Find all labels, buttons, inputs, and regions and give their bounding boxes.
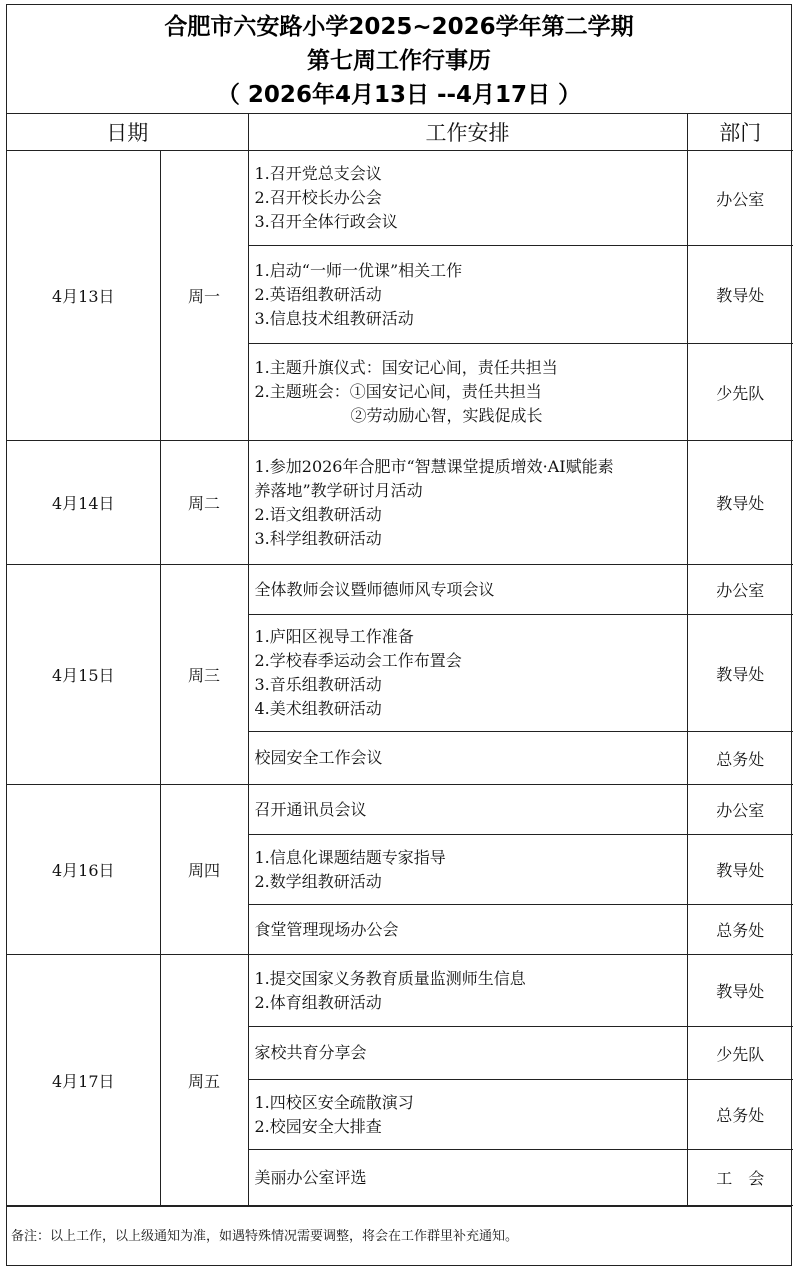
- work-item-line: 1.庐阳区视导工作准备: [254, 627, 414, 646]
- department-cell: 少先队: [687, 1027, 793, 1080]
- work-item-line: 2.校园安全大排查: [254, 1116, 382, 1136]
- day-weekday: 周五: [160, 955, 248, 1206]
- work-item-line: 家校共育分享会: [254, 1043, 367, 1062]
- day-date: 4月17日: [7, 955, 160, 1206]
- work-item-line: 全体教师会议暨师德师风专项会议: [254, 579, 495, 599]
- department-cell: 少先队: [687, 344, 793, 441]
- work-item-line: 1.启动“一师一优课”相关工作: [254, 260, 463, 280]
- day-date: 4月13日: [7, 151, 160, 441]
- day-weekday: 周四: [160, 785, 248, 955]
- work-item-line: 2.召开校长办公会: [254, 188, 382, 207]
- department-cell: 教导处: [687, 955, 793, 1027]
- department-cell: 教导处: [687, 441, 793, 565]
- day-date: 4月14日: [7, 441, 160, 565]
- work-item-line: 3.音乐组教研活动: [254, 675, 382, 694]
- work-item-line: 2.语文组教研活动: [254, 504, 382, 524]
- work-item-line: 2.主题班会：①国安记心间，责任共担当: [254, 382, 542, 401]
- day-date: 4月16日: [7, 785, 160, 955]
- day-weekday: 周一: [160, 151, 248, 441]
- schedule-row: [7, 785, 793, 835]
- work-item-line: 召开通讯员会议: [254, 799, 367, 819]
- day-weekday: 周二: [160, 441, 248, 565]
- work-item-line: 校园安全工作会议: [254, 748, 383, 767]
- work-item-cell: [248, 565, 687, 615]
- work-item-line: 1.信息化课题结题专家指导: [254, 847, 446, 867]
- title-week: 第七周工作行事历: [307, 48, 491, 74]
- title-school-term: 合肥市六安路小学2025~2026学年第二学期: [164, 14, 634, 40]
- work-item-line: 3.科学组教研活动: [254, 528, 382, 548]
- department-cell: 总务处: [687, 732, 793, 785]
- work-item-line: 3.信息技术组教研活动: [254, 308, 414, 328]
- department-cell: 总务处: [687, 1080, 793, 1150]
- department-cell: 办公室: [687, 151, 793, 246]
- schedule-row: [7, 565, 793, 615]
- footer-note: 备注：以上工作，以上级通知为准，如遇特殊情况需要调整，将会在工作群里补充通知。: [7, 1206, 791, 1265]
- work-item-line: 2.数学组教研活动: [254, 871, 382, 891]
- department-cell: 教导处: [687, 835, 793, 905]
- work-item-cell: [248, 344, 687, 441]
- work-item-cell: [248, 732, 687, 785]
- work-item-cell: [248, 1080, 687, 1150]
- department-cell: 工 会: [687, 1150, 793, 1206]
- department-cell: 总务处: [687, 905, 793, 955]
- work-item-line: 食堂管理现场办公会: [254, 919, 399, 939]
- work-item-line: 2.英语组教研活动: [254, 284, 382, 304]
- work-item-line: ②劳动励心智，实践促成长: [254, 406, 543, 425]
- day-date: 4月15日: [7, 565, 160, 785]
- work-item-cell: [248, 246, 687, 344]
- header-date: 日期: [7, 113, 248, 151]
- work-item-cell: [248, 1027, 687, 1080]
- schedule-row: [7, 955, 793, 1027]
- title-date-range: （ 2026年4月13日 --4月17日 ）: [216, 82, 582, 108]
- work-item-cell: [248, 615, 687, 732]
- work-item-cell: [248, 151, 687, 246]
- schedule-row: [7, 151, 793, 246]
- department-cell: 教导处: [687, 246, 793, 344]
- schedule-row: [7, 441, 793, 565]
- work-item-line: 4.美术组教研活动: [254, 699, 382, 718]
- department-cell: 办公室: [687, 565, 793, 615]
- work-item-line: 养落地”教学研讨月活动: [254, 480, 423, 500]
- schedule-body: [7, 151, 793, 1206]
- work-item-line: 美丽办公室评选: [254, 1167, 367, 1187]
- work-item-line: 1.参加2026年合肥市“智慧课堂提质增效·AI赋能素: [254, 456, 614, 476]
- work-item-line: 2.体育组教研活动: [254, 992, 382, 1012]
- work-item-cell: [248, 1150, 687, 1206]
- work-item-line: 3.召开全体行政会议: [254, 212, 398, 231]
- work-item-cell: [248, 785, 687, 835]
- work-item-cell: [248, 835, 687, 905]
- work-item-cell: [248, 905, 687, 955]
- title-block: [7, 5, 791, 114]
- header-dept: 部门: [687, 113, 793, 151]
- work-item-line: 1.四校区安全疏散演习: [254, 1092, 414, 1112]
- work-item-line: 1.提交国家义务教育质量监测师生信息: [254, 968, 526, 988]
- header-work: 工作安排: [248, 113, 687, 151]
- department-cell: 教导处: [687, 615, 793, 732]
- work-item-line: 1.主题升旗仪式：国安记心间，责任共担当: [254, 358, 558, 377]
- work-item-cell: [248, 441, 687, 565]
- work-item-line: 2.学校春季运动会工作布置会: [254, 651, 462, 670]
- work-item-line: 1.召开党总支会议: [254, 164, 382, 183]
- schedule-table: [7, 113, 793, 1206]
- work-item-cell: [248, 955, 687, 1027]
- calendar-sheet: [6, 4, 792, 1266]
- department-cell: 办公室: [687, 785, 793, 835]
- header-row: [7, 113, 793, 151]
- day-weekday: 周三: [160, 565, 248, 785]
